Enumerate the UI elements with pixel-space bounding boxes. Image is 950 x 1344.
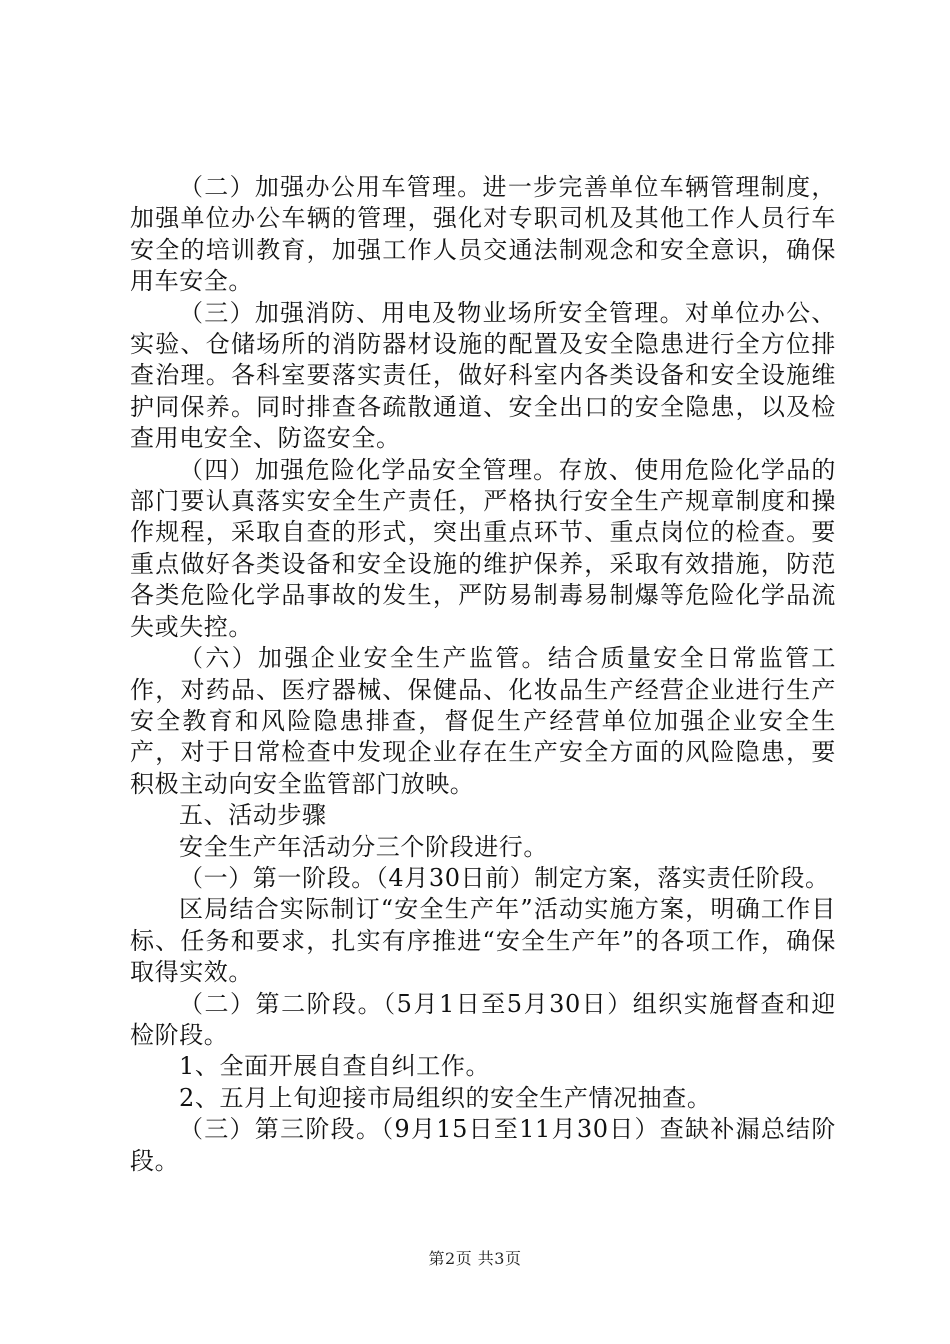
paragraph-three-stages: 安全生产年活动分三个阶段进行。: [179, 832, 548, 861]
paragraph-stage-one-detail: 区局结合实际制订“安全生产年”活动实施方案，明确工作目标、任务和要求，扎实有序推进“安全生产年”的各项工作，确保取得实效。: [130, 895, 836, 987]
page-number-footer: 第2页 共3页: [428, 1249, 522, 1268]
paragraph-vehicle-management: （二）加强办公用车管理。进一步完善单位车辆管理制度，加强单位办公车辆的管理，强化对专职司机及其他工作人员行车安全的培训教育，加强工作人员交通法制观念和安全意识，确保用车安全。: [130, 173, 836, 296]
paragraph-hazardous-chemicals: （四）加强危险化学品安全管理。存放、使用危险化学品的部门要认真落实安全生产责任，严格执行安全生产规章制度和操作规程，采取自查的形式，突出重点环节、重点岗位的检查。要重点做好各类设备和安全设施的维护保养，采取有效措施，防范各类危险化学品事故的发生，严防易制毒易制爆等危险化学品流失或失控。: [130, 455, 836, 641]
list-item-self-inspection: 1、全面开展自查自纠工作。: [179, 1052, 491, 1081]
paragraph-stage-one: （一）第一阶段。（4月30日前）制定方案，落实责任阶段。: [179, 863, 830, 892]
section-heading-activity-steps: 五、活动步骤: [179, 801, 327, 830]
paragraph-enterprise-supervision: （六）加强企业安全生产监管。结合质量安全日常监管工作，对药品、医疗器械、保健品、化妆品生产经营企业进行生产安全教育和风险隐患排查，督促生产经营单位加强企业安全生产，对于日常检查中发现企业存在生产安全方面的风险隐患，要积极主动向安全监管部门放映。: [130, 644, 836, 798]
paragraph-fire-electric-safety: （三）加强消防、用电及物业场所安全管理。对单位办公、实验、仓储场所的消防器材设施的配置及安全隐患进行全方位排查治理。各科室要落实责任，做好科室内各类设备和安全设施维护同保养。同时排查各疏散通道、安全出口的安全隐患，以及检查用电安全、防盗安全。: [130, 298, 836, 453]
list-item-city-inspection: 2、五月上旬迎接市局组织的安全生产情况抽查。: [179, 1083, 712, 1112]
document-body: [130, 172, 836, 1177]
paragraph-stage-two: （二）第二阶段。（5月1日至5月30日）组织实施督查和迎检阶段。: [130, 989, 836, 1049]
paragraph-stage-three: （三）第三阶段。（9月15日至11月30日）查缺补漏总结阶段。: [130, 1115, 836, 1175]
